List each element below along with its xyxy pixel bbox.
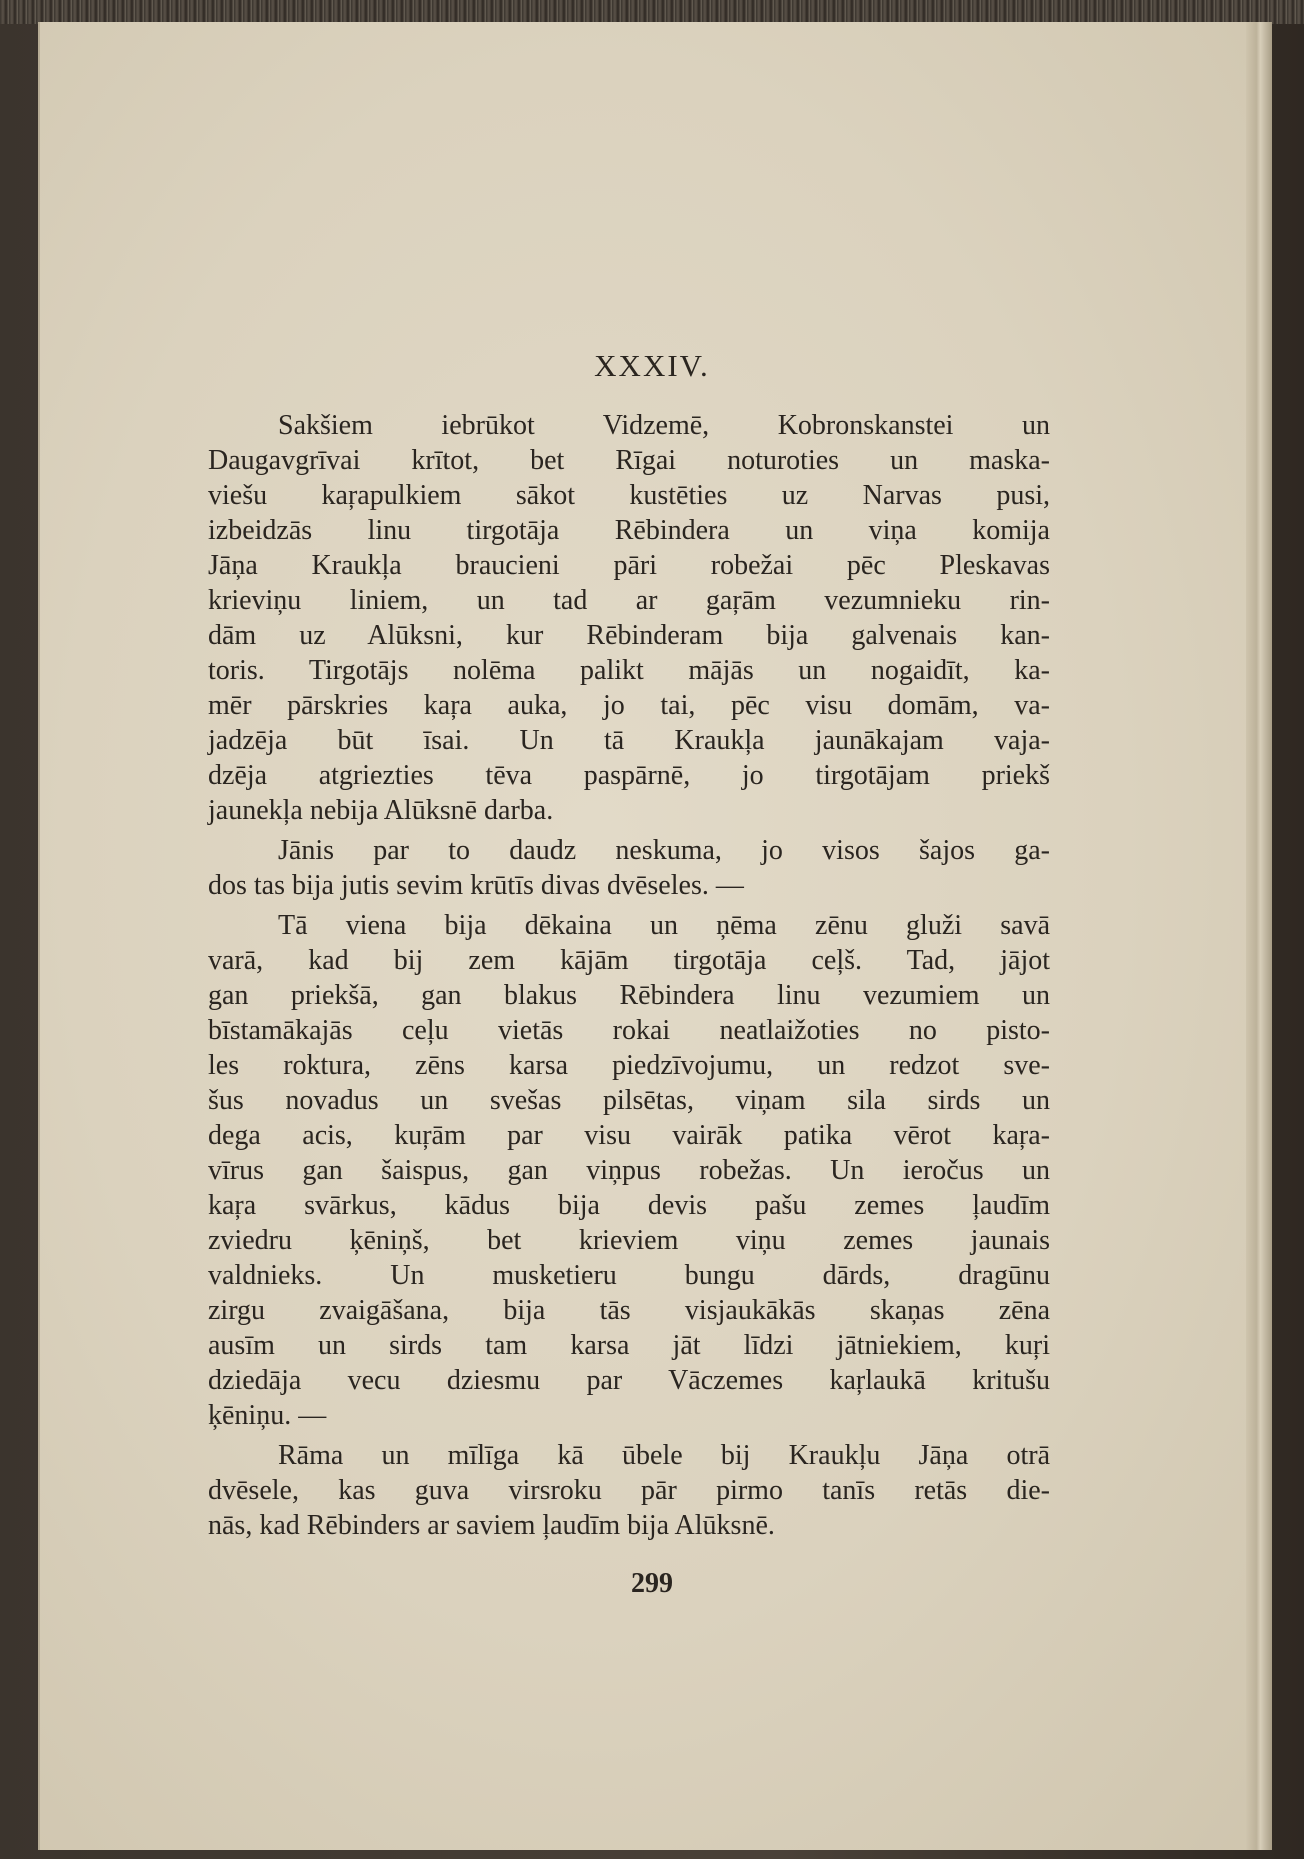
text-line: dvēsele, kas guva virsroku pār pirmo tanīs retās die- — [208, 1475, 1050, 1506]
text-line: Jānis par to daudz neskuma, jo visos šajos ga- — [278, 835, 1050, 866]
paragraph — [208, 833, 1050, 903]
text-line: ausīm un sirds tam karsa jāt līdzi jātniekiem, kuŗi — [208, 1330, 1050, 1361]
text-line: jaunekļa nebija Alūksnē darba. — [208, 795, 554, 826]
chapter-heading: XXXIV. — [594, 348, 710, 383]
text-line: toris. Tirgotājs nolēma palikt mājās un nogaidīt, ka- — [208, 655, 1050, 686]
text-line: les roktura, zēns karsa piedzīvojumu, un redzot sve- — [208, 1050, 1050, 1081]
text-line: viešu kaŗapulkiem sākot kustēties uz Narvas pusi, — [208, 480, 1050, 511]
page-number: 299 — [631, 1568, 673, 1599]
text-line: Sakšiem iebrūkot Vidzemē, Kobronskanstei un — [278, 410, 1050, 441]
text-line: dziedāja vecu dziesmu par Vāczemes kaŗlaukā kritušu — [208, 1365, 1050, 1396]
text-line: dos tas bija jutis sevim krūtīs divas dvēseles. — — [208, 870, 744, 901]
text-line: zirgu zvaigāšana, bija tās visjaukākās skaņas zēna — [208, 1295, 1050, 1326]
text-line: valdnieks. Un musketieru bungu dārds, dragūnu — [208, 1260, 1050, 1291]
text-line: bīstamākajās ceļu vietās rokai neatlaižoties no pisto- — [208, 1015, 1050, 1046]
text-line: gan priekšā, gan blakus Rēbindera linu vezumiem un — [208, 980, 1050, 1011]
text-line: nās, kad Rēbinders ar saviem ļaudīm bija Alūksnē. — [208, 1510, 775, 1541]
body-text — [208, 408, 1050, 1548]
text-line: zviedru ķēniņš, bet krieviem viņu zemes jaunais — [208, 1225, 1050, 1256]
text-line: Tā viena bija dēkaina un ņēma zēnu gluži savā — [278, 910, 1050, 941]
paragraph — [208, 908, 1050, 1433]
text-line: dzēja atgriezties tēva paspārnē, jo tirgotājam priekš — [208, 760, 1050, 791]
text-line: Daugavgrīvai krītot, bet Rīgai noturoties un maska- — [208, 445, 1050, 476]
text-line: ķēniņu. — — [208, 1400, 327, 1431]
text-line: mēr pārskries kaŗa auka, jo tai, pēc visu domām, va- — [208, 690, 1050, 721]
text-line: dām uz Alūksni, kur Rēbinderam bija galvenais kan- — [208, 620, 1050, 651]
text-line: Rāma un mīlīga kā ūbele bij Kraukļu Jāņa otrā — [278, 1440, 1050, 1471]
text-line: jadzēja būt īsai. Un tā Kraukļa jaunākajam vaja- — [208, 725, 1050, 756]
text-line: šus novadus un svešas pilsētas, viņam sila sirds un — [208, 1085, 1050, 1116]
text-line: kaŗa svārkus, kādus bija devis pašu zemes ļaudīm — [208, 1190, 1050, 1221]
text-line: dega acis, kuŗām par visu vairāk patika vērot kaŗa- — [208, 1120, 1050, 1151]
text-line: izbeidzās linu tirgotāja Rēbindera un viņa komija — [208, 515, 1050, 546]
text-line: vīrus gan šaispus, gan viņpus robežas. Un ieročus un — [208, 1155, 1050, 1186]
paragraph — [208, 1438, 1050, 1543]
text-line: krieviņu liniem, un tad ar gaŗām vezumnieku rin- — [208, 585, 1050, 616]
paragraph — [208, 408, 1050, 828]
text-line: Jāņa Kraukļa braucieni pāri robežai pēc Pleskavas — [208, 550, 1050, 581]
book-binding-edge — [0, 0, 1304, 24]
text-line: varā, kad bij zem kājām tirgotāja ceļš. Tad, jājot — [208, 945, 1050, 976]
